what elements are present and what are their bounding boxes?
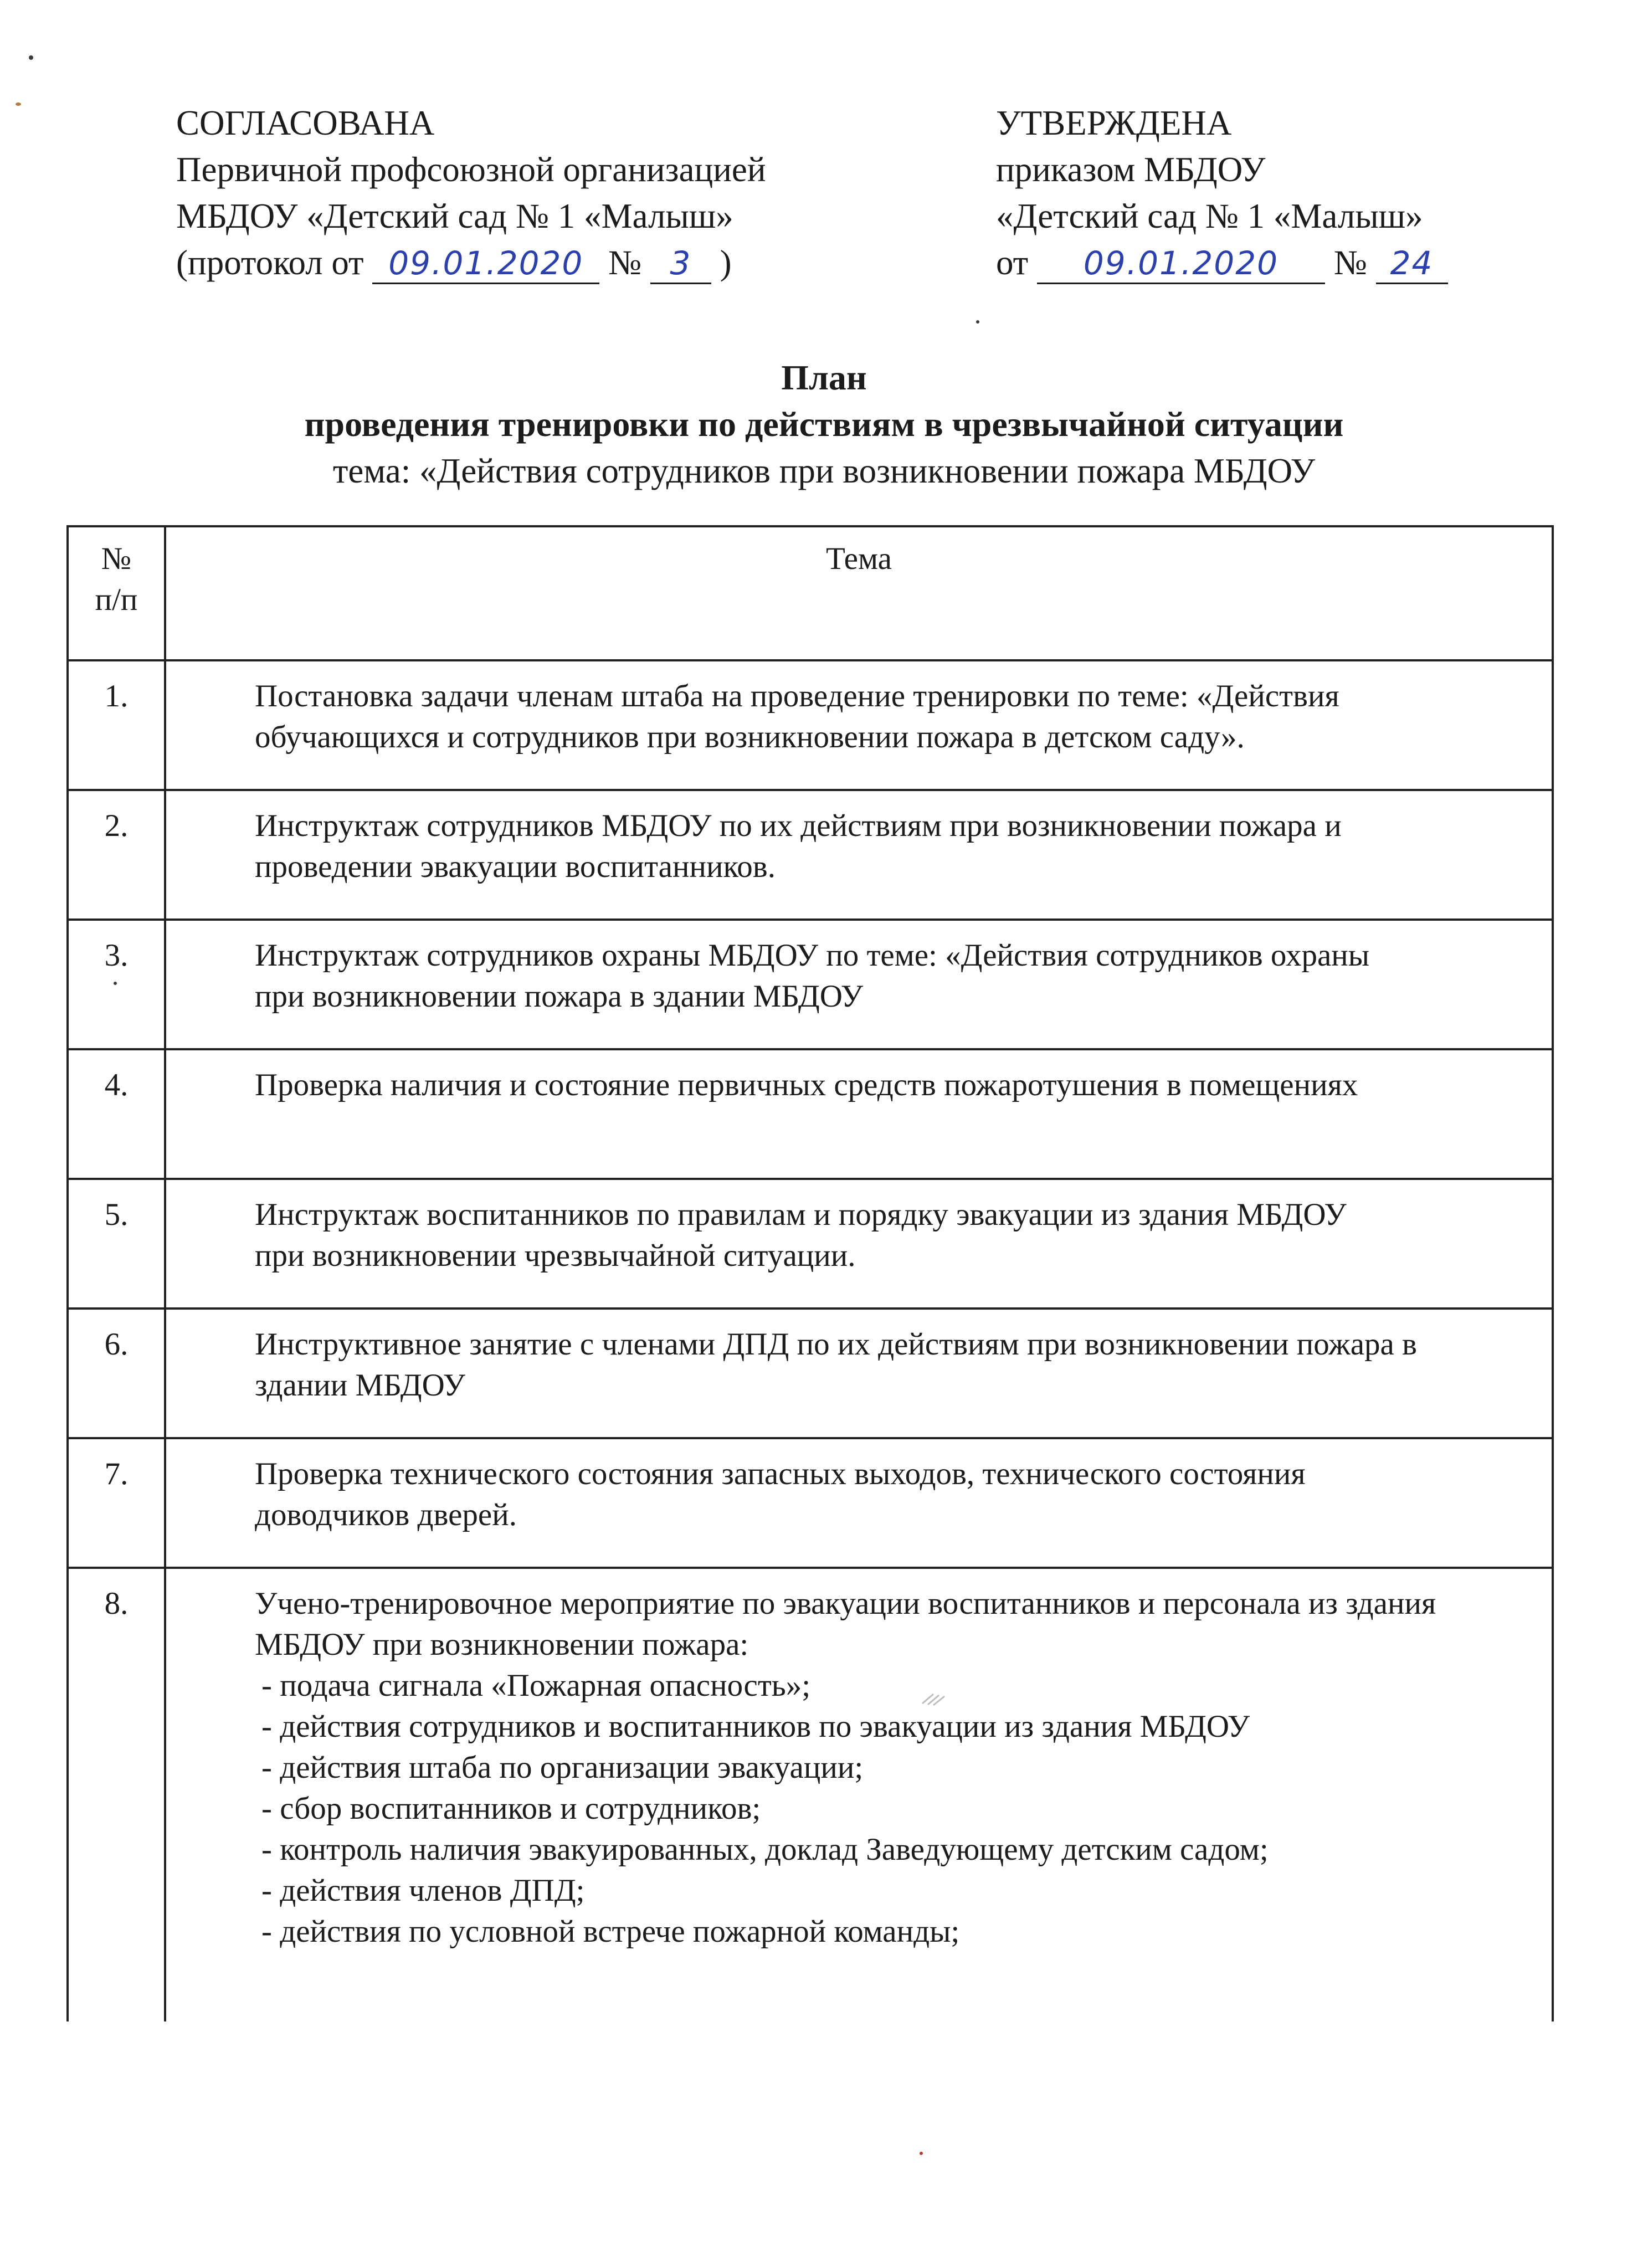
row-text: Инструктаж воспитанников по правилам и порядку эвакуации из здания МБДОУ	[255, 1197, 1347, 1232]
row-topic	[165, 790, 1553, 920]
order-number: 24	[1376, 244, 1448, 284]
order-prefix: от	[996, 243, 1029, 282]
plan-table	[66, 525, 1554, 2021]
list-item: - действия членов ДПД;	[261, 1873, 585, 1908]
row-topic	[165, 1049, 1553, 1179]
row-topic	[165, 1309, 1553, 1438]
table-header-row	[68, 526, 1553, 660]
table-row	[68, 1568, 1553, 2021]
row-topic	[165, 660, 1553, 790]
row-topic	[165, 1179, 1553, 1309]
row-number: 4.	[68, 1049, 165, 1179]
table-row	[68, 1309, 1553, 1438]
approved-institution: «Детский сад № 1 «Малыш»	[996, 197, 1423, 235]
agreed-protocol	[176, 239, 766, 286]
list-item: - действия по условной встрече пожарной команды;	[261, 1914, 960, 1949]
row-text: Инструктивное занятие с членами ДПД по их действиям при возникновении пожара в	[255, 1327, 1417, 1362]
scan-speck	[976, 320, 979, 324]
protocol-suffix: )	[720, 243, 732, 282]
row-number: 8.	[68, 1568, 165, 2021]
row-topic	[165, 920, 1553, 1049]
agreed-institution: МБДОУ «Детский сад № 1 «Малыш»	[176, 197, 733, 235]
row-text: обучающихся и сотрудников при возникновении пожара в детском саду».	[255, 720, 1245, 755]
scan-speck	[16, 102, 21, 106]
list-item: - действия штаба по организации эвакуации;	[261, 1750, 864, 1785]
protocol-number-sign: №	[608, 243, 642, 282]
row-number: 2.	[68, 790, 165, 920]
table-row	[68, 1438, 1553, 1568]
order-number-sign: №	[1333, 243, 1367, 282]
row-number: 3.	[68, 920, 165, 1049]
agreed-heading: СОГЛАСОВАНА	[176, 104, 435, 142]
title-block	[0, 355, 1648, 494]
row-topic	[165, 1438, 1553, 1568]
list-item: - сбор воспитанников и сотрудников;	[261, 1791, 761, 1826]
list-item: - действия сотрудников и воспитанников по эвакуации из здания МБДОУ	[261, 1709, 1250, 1744]
row-text: МБДОУ при возникновении пожара:	[255, 1627, 749, 1662]
approved-order-ref	[996, 239, 1448, 286]
table-row	[68, 920, 1553, 1049]
header-number-sign: №	[101, 541, 132, 576]
scan-speck	[920, 2152, 923, 2155]
row-text: Проверка наличия и состояние первичных средств пожаротушения в помещениях	[255, 1068, 1358, 1102]
row-topic	[165, 1568, 1553, 2021]
table-row	[68, 1049, 1553, 1179]
row-text: Учено-тренировочное мероприятие по эвакуации воспитанников и персонала из здания	[255, 1586, 1436, 1621]
row-text: Инструктаж сотрудников МБДОУ по их действиям при возникновении пожара и	[255, 808, 1342, 843]
row-number: 6.	[68, 1309, 165, 1438]
header-number	[68, 526, 165, 660]
row-text: Инструктаж сотрудников охраны МБДОУ по теме: «Действия сотрудников охраны	[255, 938, 1370, 973]
row-number: 5.	[68, 1179, 165, 1309]
document-subtitle: проведения тренировки по действиям в чрезвычайной ситуации	[304, 404, 1344, 444]
approved-heading: УТВЕРЖДЕНА	[996, 104, 1232, 142]
list-item: - подача сигнала «Пожарная опасность»;	[261, 1668, 811, 1703]
agreed-organization: Первичной профсоюзной организацией	[176, 150, 766, 189]
order-date: 09.01.2020	[1037, 244, 1325, 284]
protocol-date: 09.01.2020	[372, 244, 599, 284]
document-title: План	[781, 358, 867, 397]
row-text: проведении эвакуации воспитанников.	[255, 849, 776, 884]
table-row	[68, 790, 1553, 920]
table-row	[68, 660, 1553, 790]
list-item: - контроль наличия эвакуированных, доклад Заведующему детским садом;	[261, 1832, 1269, 1867]
row-text: при возникновении пожара в здании МБДОУ	[255, 979, 864, 1014]
row-text: Постановка задачи членам штаба на проведение тренировки по теме: «Действия	[255, 679, 1339, 714]
row-number: 7.	[68, 1438, 165, 1568]
document-topic: тема: «Действия сотрудников при возникновении пожара МБДОУ	[332, 451, 1316, 490]
scan-speck	[29, 55, 33, 60]
row-text: Проверка технического состояния запасных выходов, технического состояния	[255, 1456, 1306, 1491]
header-topic: Тема	[165, 526, 1553, 660]
protocol-number: 3	[650, 244, 711, 284]
approved-block	[996, 100, 1448, 286]
agreed-block	[176, 100, 766, 286]
approved-order: приказом МБДОУ	[996, 150, 1266, 189]
row-number: 1.	[68, 660, 165, 790]
header-number-label: п/п	[95, 582, 138, 617]
protocol-prefix: (протокол от	[176, 243, 364, 282]
table-row	[68, 1179, 1553, 1309]
row-text: здании МБДОУ	[255, 1368, 465, 1403]
row-text: доводчиков дверей.	[255, 1497, 517, 1532]
row-text: при возникновении чрезвычайной ситуации.	[255, 1238, 856, 1273]
